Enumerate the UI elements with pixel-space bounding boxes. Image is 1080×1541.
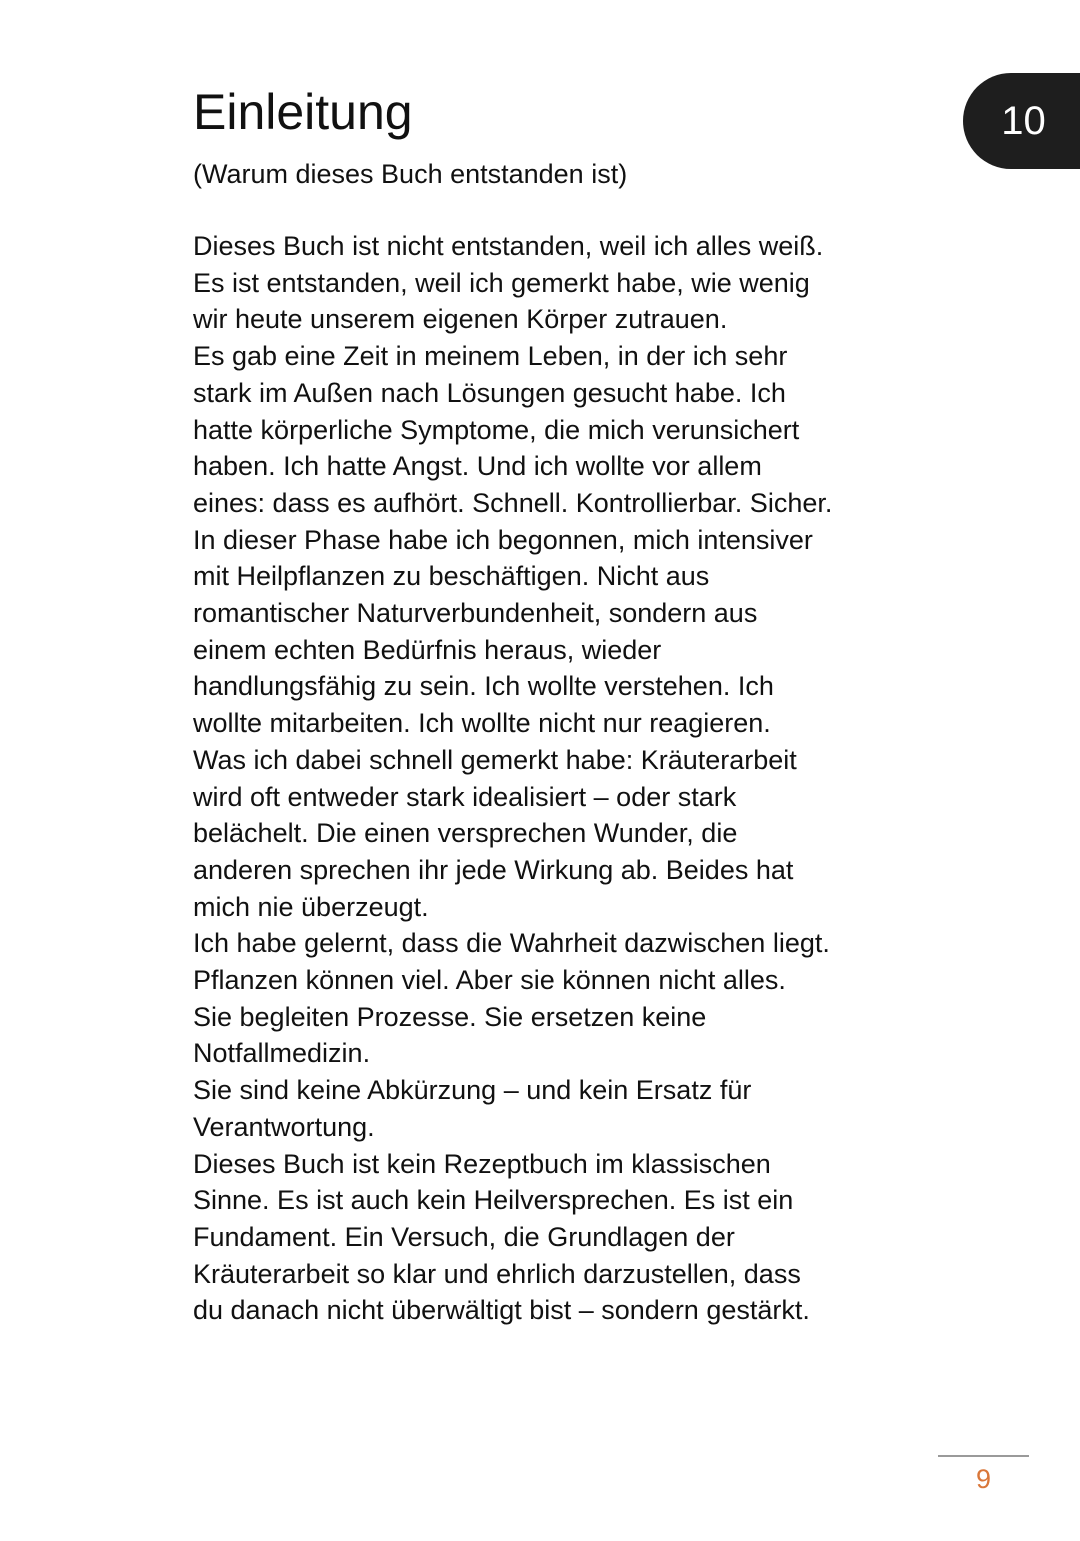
text-line: eines: dass es aufhört. Schnell. Kontrollierbar. Sicher.: [193, 487, 833, 518]
text-line: Ich habe gelernt, dass die Wahrheit dazwischen liegt.: [193, 928, 830, 959]
text-line: Was ich dabei schnell gemerkt habe: Kräuterarbeit: [193, 744, 797, 775]
text-line: Pflanzen können viel. Aber sie können nicht alles.: [193, 965, 786, 996]
text-line: Dieses Buch ist nicht entstanden, weil ich alles weiß.: [193, 231, 824, 261]
text-line: Es ist entstanden, weil ich gemerkt habe, wie wenig: [193, 267, 810, 298]
footer-divider: [938, 1455, 1029, 1457]
text-line: Notfallmedizin.: [193, 1038, 371, 1069]
text-line: Es gab eine Zeit in meinem Leben, in der ich sehr: [193, 341, 788, 372]
text-line: wir heute unserem eigenen Körper zutrauen.: [193, 304, 728, 335]
text-line: Verantwortung.: [193, 1111, 375, 1142]
body-text: [193, 228, 913, 1329]
text-line: stark im Außen nach Lösungen gesucht habe. Ich: [193, 377, 786, 408]
text-line: wollte mitarbeiten. Ich wollte nicht nur reagieren.: [193, 708, 771, 739]
text-line: mich nie überzeugt.: [193, 891, 429, 922]
text-line: romantischer Naturverbundenheit, sondern aus: [193, 598, 758, 629]
text-line: Sie sind keine Abkürzung – und kein Ersatz für: [193, 1075, 752, 1106]
text-line: einem echten Bedürfnis heraus, wieder: [193, 634, 662, 665]
text-line: mit Heilpflanzen zu beschäftigen. Nicht aus: [193, 561, 710, 592]
chapter-number: 10: [1001, 98, 1046, 143]
text-line: Dieses Buch ist kein Rezeptbuch im klassischen: [193, 1148, 771, 1179]
text-line: belächelt. Die einen versprechen Wunder, die: [193, 818, 738, 849]
text-line: Sie begleiten Prozesse. Sie ersetzen keine: [193, 1001, 707, 1032]
text-line: Fundament. Ein Versuch, die Grundlagen der: [193, 1221, 735, 1252]
text-line: Sinne. Es ist auch kein Heilversprechen. Es ist ein: [193, 1185, 794, 1216]
page-number: 9: [975, 1464, 992, 1494]
chapter-subtitle: (Warum dieses Buch entstanden ist): [193, 159, 628, 189]
text-line: In dieser Phase habe ich begonnen, mich intensiver: [193, 524, 813, 555]
text-line: du danach nicht überwältigt bist – sondern gestärkt.: [193, 1295, 810, 1326]
text-line: Kräuterarbeit so klar und ehrlich darzustellen, dass: [193, 1258, 801, 1289]
text-line: haben. Ich hatte Angst. Und ich wollte vor allem: [193, 451, 762, 482]
text-line: handlungsfähig zu sein. Ich wollte verstehen. Ich: [193, 671, 774, 702]
text-line: hatte körperliche Symptome, die mich verunsichert: [193, 414, 800, 445]
text-line: anderen sprechen ihr jede Wirkung ab. Beides hat: [193, 854, 794, 885]
chapter-number-tab: [963, 73, 1080, 169]
chapter-title: Einleitung: [193, 84, 413, 140]
text-line: wird oft entweder stark idealisiert – oder stark: [193, 781, 737, 812]
